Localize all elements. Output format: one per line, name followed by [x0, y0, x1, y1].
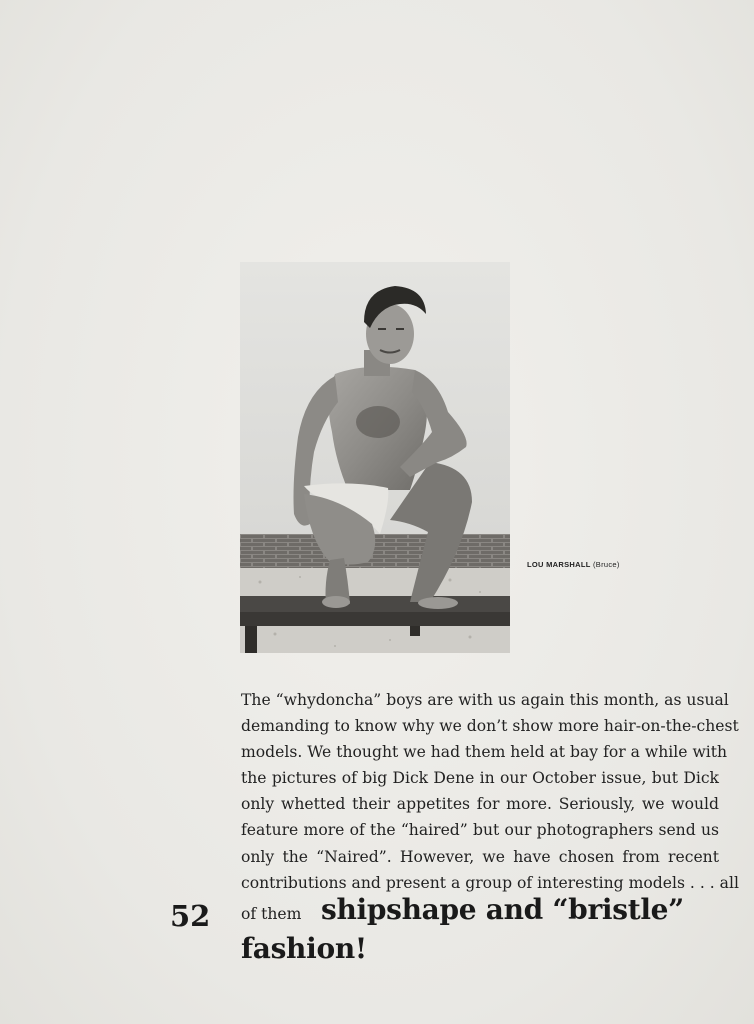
article-line: feature more of the “haired” but our photographers send us — [241, 821, 719, 840]
article-line: demanding to know why we don’t show more hair-on-the-chest — [241, 717, 739, 736]
article-closing-line — [241, 893, 719, 933]
photo-caption — [527, 560, 620, 569]
caption-model-name: LOU MARSHALL — [527, 560, 591, 569]
article-line: the pictures of big Dick Dene in our October issue, but Dick — [241, 769, 719, 788]
article-line: only the “Naired”. However, we have chosen from recent — [241, 847, 719, 866]
article-closing-lead: of them — [241, 905, 302, 923]
photo-illustration — [240, 262, 510, 653]
caption-model-alias: (Bruce) — [592, 560, 620, 569]
article-line: models. We thought we had them held at bay for a while with — [241, 743, 728, 762]
headline-part-one: shipshape and “bristle” — [321, 893, 684, 926]
article-line: The “whydoncha” boys are with us again this month, as usual — [241, 691, 729, 709]
page-number: 52 — [170, 899, 211, 933]
article-line: contributions and present a group of interesting models . . . all — [241, 873, 739, 892]
article-line: only whetted their appetites for more. Seriously, we would — [241, 795, 719, 814]
model-photo — [240, 262, 510, 653]
article-body — [241, 687, 739, 896]
headline-part-two: fashion! — [241, 932, 367, 965]
